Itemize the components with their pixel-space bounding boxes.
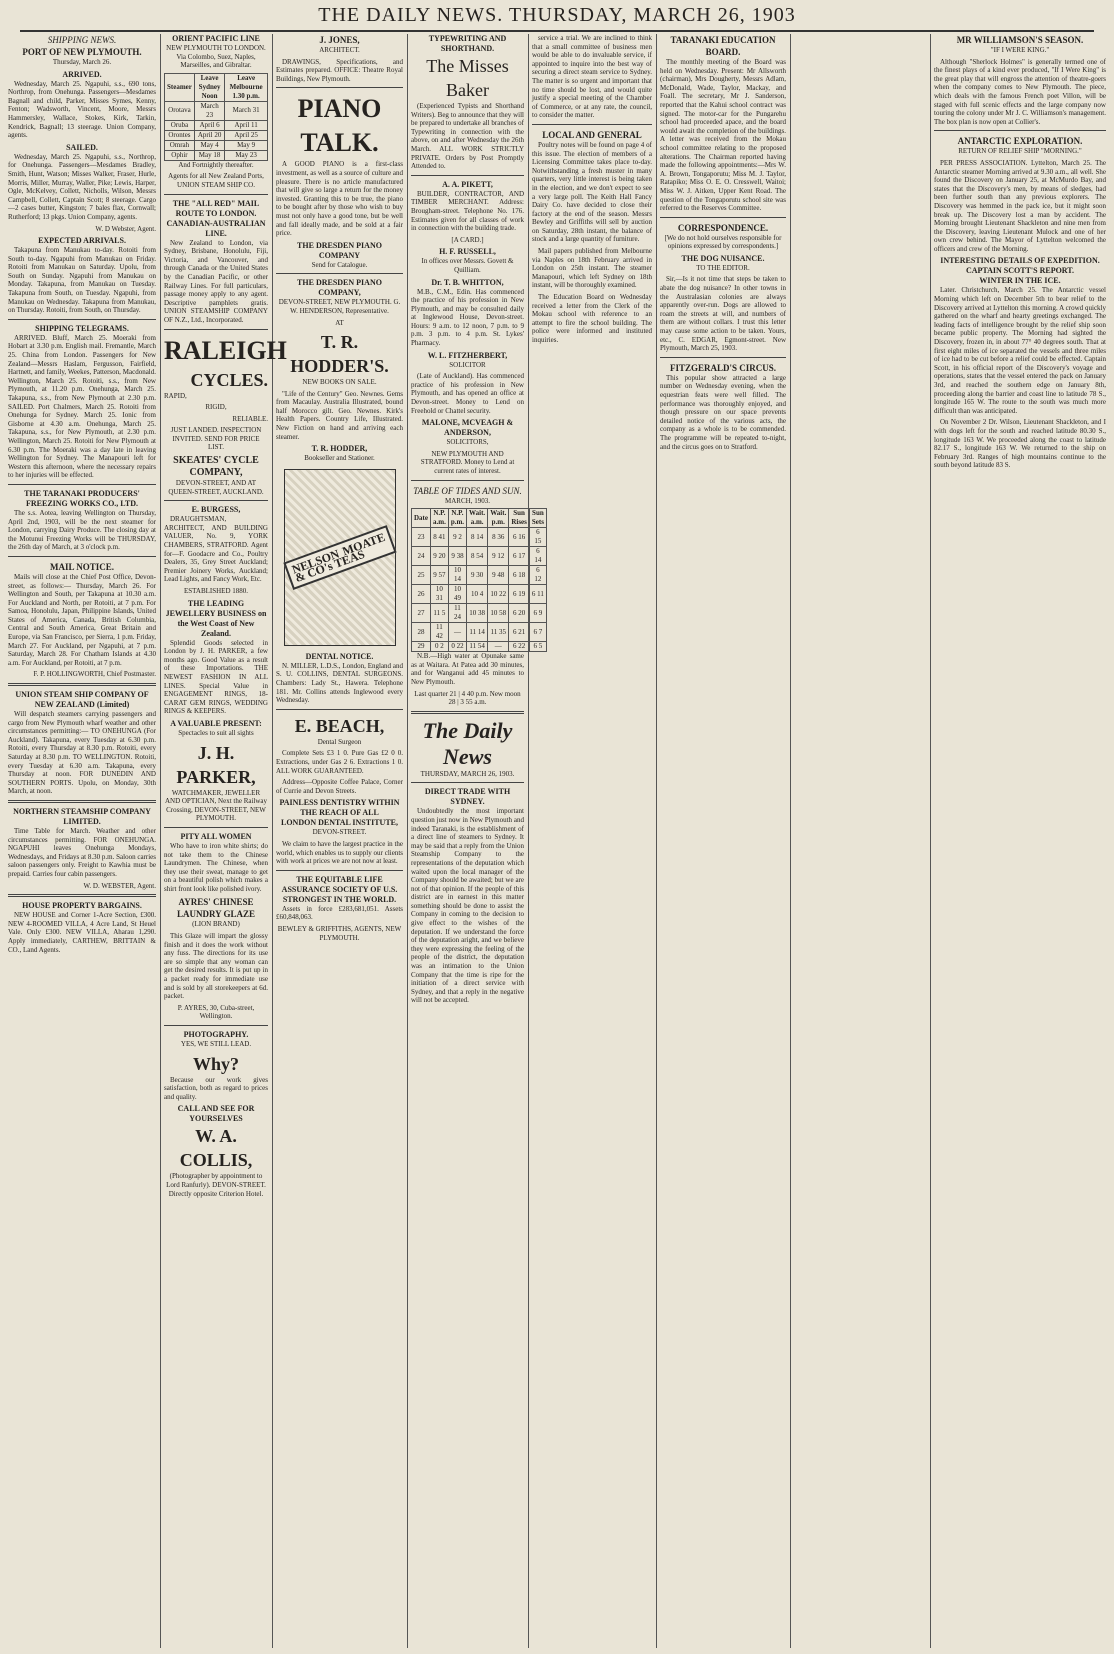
tides-cell: 6 14 bbox=[529, 547, 546, 566]
column-rule bbox=[930, 34, 931, 1648]
burgess-text: DRAUGHTSMAN, ARCHITECT, AND BUILDING VALUER, No. 9, YORK CHAMBERS, STRATFORD. Agent for—F. Goodacre and Co., Poultry Dealers, 35, Grey Street Auckland; Premier Joinery Works, Auckland; Lead Lights, and Fancy Work, Etc. bbox=[164, 515, 268, 584]
strongest: STRONGEST IN THE WORLD. bbox=[282, 894, 397, 904]
parker-text: WATCHMAKER, JEWELLER AND OPTICIAN, Next the Railway Crossing, DEVON-STREET, NEW PLYMOUTH. bbox=[164, 788, 268, 823]
tides-cell: 6 19 bbox=[509, 585, 530, 604]
beach-prices: Complete Sets £3 1 0. Pure Gas £2 0 0. Extractions, under Gas 2 6. Extractions 1 0. ALL WORK GUARANTEED. bbox=[276, 749, 403, 775]
agents-nz: Agents for all New Zealand Ports, UNION STEAM SHIP CO. bbox=[168, 172, 264, 189]
tides-cell: 29 bbox=[412, 642, 431, 652]
equitable-heading: THE EQUITABLE LIFE ASSURANCE SOCIETY OF U.S. bbox=[281, 874, 398, 894]
tides-cell: 9 30 bbox=[467, 566, 488, 585]
whitton-text: M.B., C.M., Edin. Has commenced the practice of his profession in New Plymouth, and may be consulted daily at Inglewood House, Devon-street. Hours: 9 a.m. to 12 noon, 7 p.m. to 9 p.m. 3 p.m. to 4 p.m. St. Lykes' Pharmacy. bbox=[411, 287, 524, 348]
sailed-text: Wednesday, March 25. Ngapuhi, s.s., Northrop, for Onehunga. Passengers—Mesdames Bradley, Smith, Hunt, Watson; Misses Walker, Fraser, Hurle, Morris, Miller, Murray, Waller, Pike; Lewis, Harper, Ogle, McKelvey, Collett, Nicholls, Wilson, Messrs Campbell, Collett, Captain Scott; 8 steerage. Cargo—2 cases butter, Kingston; 7 bales flax, Cornwall; Rutherford; 13 pkgs. Union Company, agents. bbox=[8, 152, 156, 221]
orient-cell: April 20 bbox=[194, 130, 224, 140]
tides-cell: 6 15 bbox=[529, 528, 546, 547]
expected-text: Takapuna from Manukau to-day. Rotoiti from South to-day. Ngapuhi from Manukau on Friday. Rotoiti from Manukau on Saturday. Upolu, from South on Sunday. Ngapuhi from Manukau on Monday. Takapuna, from Manukau on Tuesday. Takapuna from South, on Tuesday. Ngapuhi, from Manukau on Wednesday. Takapuna from Manukau, on Thursday. Rotoiti, from South, on Thursday. bbox=[8, 246, 156, 315]
russell-heading: H. F. RUSSELL, bbox=[439, 247, 496, 257]
sailed-heading: SAILED. bbox=[66, 142, 98, 152]
tides-cell: 10 38 bbox=[467, 604, 488, 623]
education-heading: TARANAKI EDUCATION BOARD. bbox=[670, 35, 776, 57]
send-catalogue: Send for Catalogue. bbox=[311, 260, 368, 269]
london-text: We claim to have the largest practice in the world, which enables us to supply our clients with work at prices we are not now at least. bbox=[276, 839, 403, 866]
interesting-heading: INTERESTING DETAILS OF EXPEDITION. bbox=[940, 256, 1100, 266]
direct-trade-text: Undoubtedly the most important question just now in New Plymouth and indeed Taranaki, is the establishment of a direct line of steamers to Sydney. It may be said that a reply from the Union Steamship Company to the representations of the deputation which waited upon the local manager of the Company should be awaited; but we are not of that opinion. If the people of this district are in earnest in this matter something should be done to assist the Company in coming to the decision to give effect to the wishes of the deputation. If we understand the force of the deputation aright, and we believe they were expressing the feeling of the people of the district, the deputation was an intimation to the Union Company that the time is ripe for the initiation of a direct service with Sydney, and that a reply in the negative will not be accepted. bbox=[411, 807, 524, 1005]
tides-cell: 0 22 bbox=[448, 642, 466, 652]
tides-cell: 9 12 bbox=[488, 547, 509, 566]
hodder2-sub: Bookseller and Stationer. bbox=[304, 454, 375, 463]
painless-heading: PAINLESS DENTISTRY WITHIN THE REACH OF ALL bbox=[279, 798, 400, 818]
dog-heading: THE DOG NUISANCE. bbox=[681, 253, 765, 263]
raleigh-sub: CYCLES. bbox=[190, 369, 268, 390]
dental-heading: DENTAL NOTICE. bbox=[305, 651, 374, 661]
tides-cell: 10 49 bbox=[448, 585, 466, 604]
why-heading: Why? bbox=[192, 1053, 239, 1074]
whitton-heading: Dr. T. B. WHITTON, bbox=[431, 277, 504, 287]
orient-cell: May 23 bbox=[225, 150, 268, 160]
winter-text-2: On November 2 Dr. Wilson, Lieutenant Shackleton, and I with dogs left for the south and reached latitude 80.30 S., longitude 163 W. We proceeded along the coast to latitude 82.17 S., longitude 163 W. We returned to the ship on February 3rd. Ranges of high mountains continue to the south beyond latitude 83 S. bbox=[934, 418, 1106, 470]
dental-text: N. MILLER, L.D.S., London, England and S. U. COLLINS, DENTAL SURGEONS. Chambers: Lady St., Hawera. Telephone 181. Mr. Collins attends Inglewood every Wednesday. bbox=[276, 661, 403, 705]
tides-month: MARCH, 1903. bbox=[445, 496, 490, 505]
tides-header: N.P. a.m. bbox=[431, 509, 449, 528]
tides-cell: 11 24 bbox=[448, 604, 466, 623]
antarctic-heading: ANTARCTIC EXPLORATION. bbox=[957, 136, 1083, 147]
issue-date: THURSDAY, MARCH 26, 1903. bbox=[420, 769, 515, 778]
orient-row bbox=[165, 130, 268, 140]
tides-row bbox=[412, 528, 547, 547]
telegrams-heading: SHIPPING TELEGRAMS. bbox=[35, 323, 129, 333]
orient-text: NEW PLYMOUTH TO LONDON. Via Colombo, Suez, Naples, Marseilles, and Gibraltar. bbox=[166, 44, 266, 70]
postmaster: F. P. HOLLINGWORTH, Chief Postmaster. bbox=[33, 670, 156, 679]
column-education bbox=[660, 34, 786, 1648]
raleigh-word-1: RAPID, bbox=[164, 391, 187, 400]
hodder2-heading: T. R. HODDER, bbox=[311, 444, 368, 454]
orient-cell: Orontes bbox=[165, 130, 195, 140]
masthead-rule bbox=[20, 30, 1094, 32]
tides-cell: 10 58 bbox=[488, 604, 509, 623]
orient-cell: May 4 bbox=[194, 140, 224, 150]
tides-cell: 27 bbox=[412, 604, 431, 623]
ayres-heading: AYRES' CHINESE LAUNDRY GLAZE bbox=[176, 897, 256, 920]
jones-text: DRAWINGS, Specifications, and Estimates prepared. OFFICE: Theatre Royal Buildings, New Plymouth. bbox=[276, 57, 403, 83]
tides-row bbox=[412, 566, 547, 585]
tides-cell: 11 14 bbox=[467, 623, 488, 642]
orient-cell: April 25 bbox=[225, 130, 268, 140]
tides-cell: 8 36 bbox=[488, 528, 509, 547]
antarctic-sub: RETURN OF RELIEF SHIP "MORNING." bbox=[958, 147, 1082, 156]
circus-heading: FITZGERALD'S CIRCUS. bbox=[669, 362, 777, 373]
dresden2-text: DEVON-STREET, NEW PLYMOUTH. G. W. HENDERSON, Representative. bbox=[278, 298, 401, 315]
winter-text: Later. Christchurch, March 25. The Antarctic vessel Morning which left on December 5th to bear relief to the Discovery arrived at Lyttelton this morning. A crowd quickly gathered on the wharf and hearty greetings exchanged. The leading facts of intelligence brought by the relief ship soon became public property. The Morning had sighted the Discovery, frozen in, in about 77° 40 degrees south. That at first eight miles of ice separated the vessels and three miles of ice had to be cut before a relief could be effected. Captain Scott, in his official report of the Discovery's voyage and operations, states that the vessel entered the pack on January 3rd, and reached the southern edge on January 8th, proceeding along the barrier and coast line to latitude 78 S., longitude 165 W. The route to the south was much more difficult than was anticipated. bbox=[934, 286, 1106, 415]
collis-text: (Photographer by appointment to Lord Ranfurly). DEVON-STREET. Directly opposite Criterion Hotel. bbox=[166, 1172, 266, 1198]
tides-cell: 9 48 bbox=[488, 566, 509, 585]
tides-cell: 6 22 bbox=[509, 642, 530, 652]
tides-cell: 10 31 bbox=[431, 585, 449, 604]
tides-row bbox=[412, 585, 547, 604]
column-notices bbox=[411, 34, 544, 1648]
education-text: The monthly meeting of the Board was held on Wednesday. Present: Mr Allsworth (chairman), Mrs Dougherty, Messrs Adlam, McDonald, Wade, Taylor, Mackay, and Foall. The secretary, Mr J. Sanderson, reported that the Kahui school contract was signed. The motor-car for the Pungarehu school had proceeded apace, and the board would await the completion of the buildings. A letter was received from the Mokau school committee relating to the proposed alterations. The Chairman reported having made the following appointments:—Mrs W. A. Brown, Tongaporutu; Miss M. J. Taylor, Ratapiko; Miss O. E. O. Cresswell, Waitoi; Miss W. J. Aitken, Upper Kent Road. The question of the Tongaporutu school site was referred to the Reserves Committee. bbox=[660, 58, 786, 213]
local-text-3: The Education Board on Wednesday received a letter from the Clerk of the Mokau school with reference to an attempt to fire the school building. The police were informed and instituted inquiries. bbox=[532, 293, 652, 344]
tides-cell: 6 16 bbox=[509, 528, 530, 547]
correspondence-note: [We do not hold ourselves responsible for opinions expressed by correspondents.] bbox=[664, 233, 782, 251]
tides-cell: 8 41 bbox=[431, 528, 449, 547]
hodder-text: "Life of the Century" Geo. Newnes. Gems from Macaulay. Australia Illustrated, bound half Morocco gilt. Geo. Newnes. Kirk's Health Papers. Country Life, Illustrated. New Fiction on hand and arriving each steamer. bbox=[276, 389, 403, 441]
tides-cell: — bbox=[448, 623, 466, 642]
pity-text: Who have to iron white shirts; do not take them to the Chinese Laundrymen. The Chinese, when they use their sweat, manage to get on a beautiful polish which makes a shirt front look like polished ivory. bbox=[164, 841, 268, 893]
tides-cell: 6 7 bbox=[529, 623, 546, 642]
canadian-text: New Zealand to London, via Sydney, Brisbane, Honolulu, Fiji, Victoria, and Vancouver, and through Canada or the United States by the Canadian Pacific, or other Railway Lines. For full particulars, passage money apply to any agent. Descriptive pamphlets gratis. UNION STEAMSHIP COMPANY OF N.Z., Ltd., Incorporated. bbox=[164, 238, 268, 324]
burgess-heading: E. BURGESS, bbox=[191, 505, 241, 515]
orient-cell: April 11 bbox=[225, 120, 268, 130]
tides-row bbox=[412, 547, 547, 566]
tides-cell: 8 54 bbox=[467, 547, 488, 566]
tides-row bbox=[412, 623, 547, 642]
pikett-heading: A. A. PIKETT, bbox=[442, 179, 493, 189]
tides-cell: 24 bbox=[412, 547, 431, 566]
raleigh-heading: RALEIGH bbox=[164, 335, 287, 365]
tides-cell: 8 14 bbox=[467, 528, 488, 547]
skeates-text: DEVON-STREET, AND AT QUEEN-STREET, AUCKLAND. bbox=[168, 479, 264, 496]
tides-header: Sun Sets bbox=[529, 509, 546, 528]
tides-cell: 9 38 bbox=[448, 547, 466, 566]
tides-cell: 0 2 bbox=[431, 642, 449, 652]
orient-cell: March 31 bbox=[225, 101, 268, 120]
tides-header: Wait. p.m. bbox=[488, 509, 509, 528]
bewley: BEWLEY & GRIFFITHS, AGENTS, NEW PLYMOUTH. bbox=[277, 924, 402, 942]
producers-text: The s.s. Aotea, leaving Wellington on Thursday, April 2nd, 1903, will be the next steamer for London, carrying Dairy Produce. The closing day at the Motunui Freezing Works will be THURSDAY, the 26th day of March, at 3 o'clock p.m. bbox=[8, 508, 156, 552]
tides-cell: — bbox=[488, 642, 509, 652]
leader-continued: service a trial. We are inclined to think that a small committee of business men would be able to do invaluable service, if appointed to inquire into the best way of securing a direct steam service to Sydney. The matter is so urgent and important that no time should be lost, and would quite justify a special meeting of the Chamber of Commerce, or at any rate, the council, to consider the matter. bbox=[532, 34, 652, 120]
orient-cell: May 9 bbox=[225, 140, 268, 150]
ayres-sub: (LION BRAND) bbox=[192, 920, 240, 929]
raleigh-word-3: RELIABLE. bbox=[232, 414, 268, 423]
raleigh-word-2: RIGID, bbox=[205, 403, 227, 412]
card-label: [A CARD.] bbox=[451, 235, 484, 244]
orient-cell: May 18 bbox=[194, 150, 224, 160]
at-label: AT bbox=[335, 318, 344, 327]
column-shipping bbox=[8, 34, 156, 1648]
producers-heading: THE TARANAKI PRODUCERS' FREEZING WORKS CO., LTD. bbox=[24, 488, 140, 508]
shipping-heading: SHIPPING NEWS. bbox=[47, 35, 117, 45]
jones-sub: ARCHITECT. bbox=[319, 46, 360, 54]
baker-heading: The Misses Baker bbox=[426, 56, 509, 100]
tides-cell: 25 bbox=[412, 566, 431, 585]
tides-cell: 6 12 bbox=[529, 566, 546, 585]
orient-row bbox=[165, 150, 268, 160]
photo-heading: PHOTOGRAPHY. bbox=[183, 1030, 249, 1039]
dresden2-heading: THE DRESDEN PIANO COMPANY, bbox=[297, 278, 382, 298]
orient-cell: Ophir bbox=[165, 150, 195, 160]
dog-to: TO THE EDITOR. bbox=[696, 263, 750, 272]
piano-text: A GOOD PIANO is a first-class investment, as well as a source of culture and pleasure. There is no article manufactured that will give so large a return for the money invested. Granting this to be true, the piano to be bought after by those who wish to buy must not only have a good tone, but be well and fall ideally made, and be sold at a fair price. bbox=[276, 160, 403, 238]
assets: Assets in force £283,681,051. Assets £60,848,063. bbox=[276, 904, 403, 922]
house-heading: HOUSE PROPERTY BARGAINS. bbox=[22, 901, 142, 911]
beach-address: Address—Opposite Coffee Palace, Corner of Currie and Devon Streets. bbox=[276, 778, 403, 795]
tides-row bbox=[412, 642, 547, 652]
daily-news-nameplate: The Daily News bbox=[422, 717, 513, 769]
tides-header: Wait. a.m. bbox=[467, 509, 488, 528]
captain-heading: CAPTAIN SCOTT'S REPORT. bbox=[965, 266, 1075, 276]
pity-heading: PITY ALL WOMEN bbox=[180, 831, 252, 841]
pikett-text: BUILDER, CONTRACTOR, AND TIMBER MERCHANT. Address: Brougham-street. Telephone No. 176. Estimates given for all classes of work in connection with the building trade. bbox=[411, 189, 524, 233]
column-ads-1 bbox=[164, 34, 287, 1648]
orient-cell: Oruba bbox=[165, 120, 195, 130]
tides-cell: 6 18 bbox=[509, 566, 530, 585]
tides-cell: 6 9 bbox=[529, 604, 546, 623]
local-text: Poultry notes will be found on page 4 of this issue. The election of members of a Licensing Committee takes place to-day. Notwithstanding a fresh muster in many quarters, very little interest is being taken in the election, and we don't expect to see a very large poll. The Keith Hall Fancy Dairy Co. have decided to close their factory at the end of the season. Messrs Bewley and Griffiths will sell by auction on Saturday, 28th instant, the balance of stock and a large quantity of furniture. bbox=[532, 140, 652, 244]
winter-heading: WINTER IN THE ICE. bbox=[979, 276, 1061, 286]
season-text: Although "Sherlock Holmes" is generally termed one of the finest plays of a kind ever produced, "If I Were King" is the great play that will engross the attention of theatre-goers when the company comes to New Plymouth. The piece, which deals with the famous French poet Villon, will be staged with full scenic effects and the large company now touring the colony under Mr J. C. Williamson's management. The box plan is now open at Collier's. bbox=[934, 57, 1106, 126]
piano-heading: PIANO TALK. bbox=[297, 94, 382, 158]
tides-row bbox=[412, 604, 547, 623]
moon-phases: Last quarter 21 | 4 40 p.m. New moon 28 | 3 55 a.m. bbox=[414, 689, 521, 707]
collis-heading: W. A. COLLIS, bbox=[179, 1126, 253, 1171]
tides-cell: 6 21 bbox=[509, 623, 530, 642]
local-heading: LOCAL AND GENERAL bbox=[542, 129, 642, 140]
tides-cell: 10 22 bbox=[488, 585, 509, 604]
ayres-text: This Glaze will impart the glossy finish and it does the work without any fuss. The directions for its use are so simple that any woman can get the desired results. It is put up in a packet ready for immediate use and is sold by all storekeepers at 6d. packet. bbox=[164, 932, 268, 1001]
tides-cell: 9 20 bbox=[431, 547, 449, 566]
orient-row bbox=[165, 101, 268, 120]
tides-table bbox=[411, 508, 547, 652]
dog-text: Sir,—Is it not time that steps be taken to abate the dog nuisance? In other towns in the Australasian colonies are always apparently over-run. Dogs are allowed to roam the streets at will, and numbers of them are without collars. I trust this letter may cause some action to be taken. Yours, etc., C. EDGAR, Egmont-street. New Plymouth, March 25, 1903. bbox=[660, 275, 786, 353]
nelson-tea-seal bbox=[284, 469, 396, 646]
column-antarctic bbox=[934, 34, 1106, 1648]
jewellery-text: Splendid Goods selected in London by J. H. PARKER, a few months ago. Good Value as a result of these Importations. THE NEWEST FASHION IN ALL LINES. Special Value in ENGAGEMENT RINGS, 18-CARAT GEM RINGS, WEDDING RINGS & KEEPERS. bbox=[164, 638, 268, 716]
union-heading: UNION STEAM SHIP COMPANY OF NEW ZEALAND (Limited) bbox=[15, 690, 149, 710]
ayres-address: P. AYRES, 30, Cuba-street, Wellington. bbox=[177, 1003, 255, 1021]
agent-name: W. D Webster, Agent. bbox=[95, 224, 156, 233]
malone-heading: MALONE, MCVEAGH & ANDERSON, bbox=[421, 418, 514, 438]
malone-sub: SOLICITORS, bbox=[446, 438, 489, 447]
season-heading: MR WILLIAMSON'S SEASON. bbox=[956, 35, 1084, 45]
arrived-text: Wednesday, March 25. Ngapuhi, s.s., 690 tons, Northrop, from Onehunga. Passengers—Mesdames Bagnall and child, Parker, Misses Symes, Kenny, Fenton; Wadsworth, Vincent, Moore, Messrs Hammersley, Wallace, Stokes, Kirk, Tarkin, Kendrick, Bagnall; 13 steerage. Union Company, agents. bbox=[8, 79, 156, 140]
antarctic-text: PER PRESS ASSOCIATION. Lyttelton, March 25. The Antarctic steamer Morning arrived at 9.30 a.m., all well. She found the Discovery on January 25, at McMurdo Bay, and states that the Discovery's men, by means of sledges, had been further south than any previous explorers. The Discovery was hemmed in the pack ice, but it might soon break up. The Discovery lost a man by accident. The Morning brought Lieutenant Shackleton and nine men from the Discovery, leaving Lieutenant Mulock and one of her own crew behind. The Mayor of Lyttelton welcomed the officers and crew of the Morning. bbox=[934, 158, 1106, 253]
london-sub: DEVON-STREET. bbox=[312, 828, 367, 837]
parker-heading: J. H. PARKER, bbox=[176, 742, 256, 787]
jewellery-heading: THE LEADING JEWELLERY BUSINESS on the West Coast of New Zealand. bbox=[165, 598, 267, 638]
orient-heading: ORIENT PACIFIC LINE bbox=[172, 34, 260, 43]
beach-sub: Dental Surgeon bbox=[317, 737, 362, 746]
telegrams-text: ARRIVED. Bluff, March 25. Moeraki from Hobart at 3.30 p.m. English mail. Fremantle, March 25. China from London. Passengers for New Zealand—Messrs Haslam, Fergusson, Fairfield, Hartnett, and family, Weekes, Patterson, Macdonald. Wellington, March 25. Rotoiti, s.s., from New Plymouth, at 11.20 p.m. Onehunga, March 25. Takapuna, s.s., from New Plymouth at 2.30 p.m. SAILED. Port Chalmers, March 25. Rotoiti from Onehunga for Sydney. March 25. Ionic from Gisborne at 4.30 a.m. Onehunga, March 25. Takapuna, s.s., for New Plymouth, at 2.30 p.m. Wellington, March 25. Rotoiti for New Plymouth at 6.30 p.m. The Moeraki was a day late in leaving Wellington for Sydney. The Manapouri left for Western this afternoon, where the necessary repairs to her injuries will be effected. bbox=[8, 333, 156, 480]
tides-note: N.B.—High water at Opunake same as at Waitara. At Patea add 30 minutes, and for Wanganui add 45 minutes to New Plymouth. bbox=[411, 652, 524, 686]
fortnightly: And Fortnightly thereafter. bbox=[178, 160, 254, 169]
call-heading: CALL AND SEE FOR YOURSELVES bbox=[177, 1104, 255, 1124]
orient-header: Steamer bbox=[165, 73, 195, 101]
fitzherbert-sub: SOLICITOR bbox=[449, 360, 486, 369]
orient-cell: April 6 bbox=[194, 120, 224, 130]
spectacles: Spectacles to suit all sights bbox=[178, 728, 254, 737]
masthead: THE DAILY NEWS. THURSDAY, MARCH 26, 1903 bbox=[318, 4, 796, 26]
jones-heading: J. JONES, bbox=[319, 35, 360, 45]
orient-cell: Orotava bbox=[165, 101, 195, 120]
tides-cell: 26 bbox=[412, 585, 431, 604]
orient-cell: Omrah bbox=[165, 140, 195, 150]
circus-text: This popular show attracted a large number on Wednesday evening, when the equestrian feats were well filled. The performance was thoroughly enjoyed, and though pressure on our space prevents detailed notice of the various acts, the company as a whole is to be commended. The programme will be repeated to-night, and the circus goes on to Stratford. bbox=[660, 373, 786, 451]
orient-row bbox=[165, 120, 268, 130]
orient-row bbox=[165, 140, 268, 150]
orient-table bbox=[164, 73, 268, 161]
baker-text: (Experienced Typists and Shorthand Writers). Beg to announce that they will be prepared to undertake all branches of Typewriting in connection with the above, on and after Wednesday the 26th March. ALL WORK STRICTLY PRIVATE. Orders by Post Promptly Attended to. bbox=[411, 102, 524, 171]
fitzherbert-text: (Late of Auckland). Has commenced practice of his profession in New Plymouth, and has opened an office at Devon-street. Money to Lend on Freehold or Chattel security. bbox=[411, 372, 524, 415]
photo-sub: YES, WE STILL LEAD. bbox=[180, 1040, 252, 1048]
tides-cell: 6 20 bbox=[509, 604, 530, 623]
tides-cell: 10 4 bbox=[467, 585, 488, 604]
local-text-2: Mail papers published from Melbourne via Naples on 18th February arrived in London on 25th instant. The steamer Manapouri, which left Sydney on 18th instant, will be thoroughly examined. bbox=[532, 247, 652, 290]
expected-heading: EXPECTED ARRIVALS. bbox=[38, 236, 126, 246]
tides-cell: 28 bbox=[412, 623, 431, 642]
tides-header: Date bbox=[412, 509, 431, 528]
correspondence-heading: CORRESPONDENCE. bbox=[677, 222, 769, 233]
union-text: Will despatch steamers carrying passengers and cargo from New Plymouth wharf weather and other circumstances permitting:— TO ONEHUNGA (For Auckland). Takapuna, every Tuesday at 6.30 p.m. Rotoiti, every Thursday at 8.30 p.m. Rotoiti, every Saturday at 8.30 p.m. TO WELLINGTON. Rotoiti, every Tuesday at 6.30 a.m. Takapuna, every Thursday at noon. FOR DUNEDIN AND SOUTHERN PORTS. Upolu, on Monday, 30th March, at noon. bbox=[8, 710, 156, 796]
orient-header: Leave Melbourne 1.30 p.m. bbox=[225, 73, 268, 101]
column-rule bbox=[407, 34, 408, 1648]
column-rule bbox=[160, 34, 161, 1648]
tides-cell: 23 bbox=[412, 528, 431, 547]
mail-text: Mails will close at the Chief Post Office, Devon-street, as follows:— Thursday, March 26. For Wellington and South, per Takapuna at 10.30 a.m. For Auckland and North, per Rotoiti, at 7 p.m. For Samoa, Honolulu, Japan, Philippine Islands, United States of America, Canada, British Columbia, Central and South America, Great Britain and Europe, via San Francisco, per Sierra, 1 p.m. Friday, March 27. For Auckland, per Ngapuhi, at 7 p.m. Saturday, March 28. For Chatham Islands at 4.30 a.m. For Auckland, per Rotoiti, at 7 p.m. bbox=[8, 572, 156, 667]
orient-cell: March 23 bbox=[194, 101, 224, 120]
landed-text: JUST LANDED. INSPECTION INVITED. SEND FOR PRICE LIST. bbox=[170, 426, 262, 452]
tides-heading: TABLE OF TIDES AND SUN. bbox=[413, 485, 522, 496]
mail-heading: MAIL NOTICE. bbox=[49, 561, 114, 572]
photo-text: Because our work gives satisfaction, both as regard to prices and quality. bbox=[164, 1075, 268, 1101]
seal-text: NELSON MOATE & CO's TEAS bbox=[283, 525, 396, 590]
tides-cell: 9 2 bbox=[448, 528, 466, 547]
fitzherbert-heading: W. L. FITZHERBERT, bbox=[427, 350, 508, 360]
column-ads-2 bbox=[276, 34, 403, 1648]
typewriting-heading: TYPEWRITING AND SHORTHAND. bbox=[428, 34, 507, 53]
house-text: NEW HOUSE and Corner 1-Acre Section, £300. NEW 4-ROOMED VILLA, 4 Acre Land, St Heuel Vale. Only £300. NEW VILLA, Aharau 1,290. Apply immediately, CARTHEW, BRITTAIN & CO., Land Agents. bbox=[8, 911, 156, 954]
established: ESTABLISHED 1880. bbox=[184, 587, 248, 595]
dresden-heading: THE DRESDEN PIANO COMPANY bbox=[297, 240, 382, 260]
beach-heading: E. BEACH, bbox=[294, 715, 385, 736]
canadian-heading: CANADIAN-AUSTRALIAN LINE. bbox=[166, 218, 266, 238]
malone-text: NEW PLYMOUTH AND STRATFORD. Money to Lend at current rates of interest. bbox=[420, 449, 515, 475]
hodder-sub: NEW BOOKS ON SALE. bbox=[302, 378, 377, 387]
column-rule bbox=[790, 34, 791, 1648]
tides-cell: 11 54 bbox=[467, 642, 488, 652]
tides-cell: 6 11 bbox=[529, 585, 546, 604]
london-heading: LONDON DENTAL INSTITUTE, bbox=[281, 818, 398, 828]
direct-trade-heading: DIRECT TRADE WITH SYDNEY. bbox=[424, 787, 511, 807]
tides-cell: 11 42 bbox=[431, 623, 449, 642]
tides-cell: 11 5 bbox=[431, 604, 449, 623]
skeates-heading: SKEATES' CYCLE COMPANY, bbox=[173, 455, 259, 479]
tides-header: Sun Rises bbox=[509, 509, 530, 528]
port-heading: PORT OF NEW PLYMOUTH. bbox=[22, 47, 142, 57]
tides-cell: 10 14 bbox=[448, 566, 466, 585]
tides-cell: 9 57 bbox=[431, 566, 449, 585]
northern-heading: NORTHERN STEAMSHIP COMPANY LIMITED. bbox=[13, 806, 151, 826]
hodder-heading: T. R. HODDER'S. bbox=[290, 332, 389, 377]
tides-cell: 11 35 bbox=[488, 623, 509, 642]
shipping-date: Thursday, March 26. bbox=[52, 58, 112, 66]
tides-cell: 6 17 bbox=[509, 547, 530, 566]
tides-header: N.P. p.m. bbox=[448, 509, 466, 528]
column-rule bbox=[272, 34, 273, 1648]
arrived-heading: ARRIVED. bbox=[62, 69, 102, 79]
column-rule bbox=[528, 34, 529, 1648]
allred-heading: THE "ALL RED" MAIL ROUTE TO LONDON. bbox=[172, 198, 260, 218]
northern-agent: W. D. WEBSTER, Agent. bbox=[83, 881, 156, 890]
russell-text: In offices over Messrs. Govett & Quilliam. bbox=[421, 257, 514, 274]
valuable-heading: A VALUABLE PRESENT: bbox=[170, 718, 262, 728]
column-rule bbox=[656, 34, 657, 1648]
tides-cell: 6 5 bbox=[529, 642, 546, 652]
column-local bbox=[532, 34, 652, 1648]
northern-text: Time Table for March. Weather and other circumstances permitting. FOR ONEHUNGA. NGAPUHI leaves Onehunga Mondays, Wednesdays, and Fridays at 8.30 p.m. Saloon carries saloon passengers only. Freight to Kawhia must be prepaid. Carries four cabin passengers. bbox=[8, 826, 156, 878]
season-sub: "IF I WERE KING." bbox=[990, 46, 1050, 54]
orient-header: Leave Sydney Noon bbox=[194, 73, 224, 101]
